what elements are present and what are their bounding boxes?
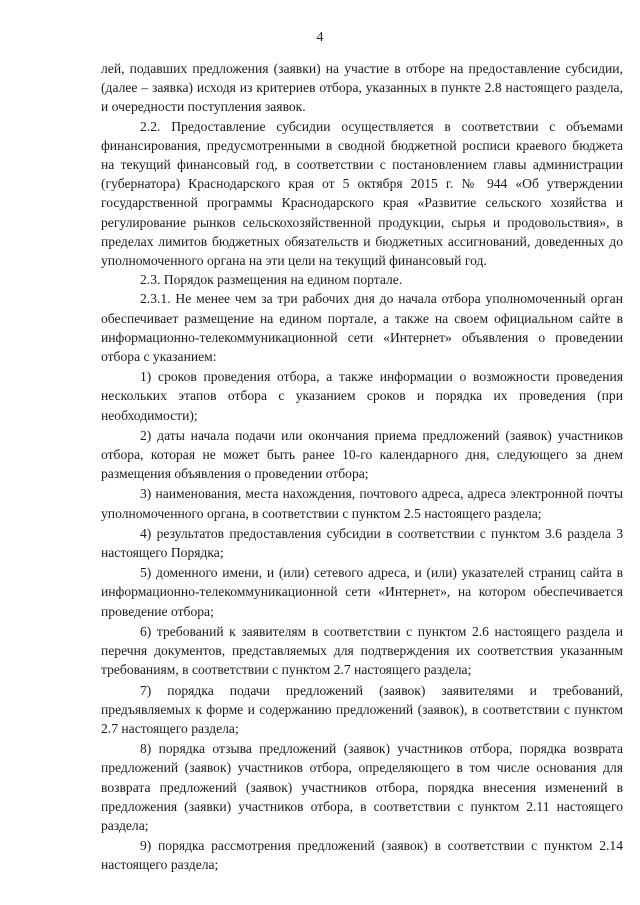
list-item-4: 4) результатов предоставления субсидии в соответствии с пунктом 3.6 раздела 3 настоящего Порядка;	[101, 525, 623, 561]
list-item-3: 3) наименования, места нахождения, почтового адреса, адреса электронной почты уполномоченного органа, в соответствии с пунктом 2.5 настоящего раздела;	[101, 486, 623, 521]
paragraph-2-3-1: 2.3.1. Не менее чем за три рабочих дня до начала отбора уполномоченный орган обеспечивает размещение на едином портале, а также на своем официальном сайте в информационно-телекоммуникационной сети «Интернет» объявления о проведении отбора с указанием:	[101, 291, 623, 365]
page-number: 4	[316, 30, 324, 45]
list-item-7: 7) порядка подачи предложений (заявок) заявителями и требований, предъявляемых к форме и содержанию предложений (заявок), в соответствии с пунктом 2.7 настоящего раздела;	[101, 682, 623, 736]
list-item-2: 2) даты начала подачи или окончания приема предложений (заявок) участников отбора, которая не может быть ранее 10-го календарного дня, следующего за днем размещения объявления о проведении отбора;	[101, 427, 623, 482]
paragraph-2-2: 2.2. Предоставление субсидии осуществляется в соответствии с объемами финансирования, предусмотренными в сводной бюджетной росписи краевого бюджета на текущий финансовый год, в соответствии с постановлением главы администрации (губернатора) Краснодарского края от 5 октября 2015 г. № 944 «Об утверждении государственной программы Краснодарского края «Развитие сельского хозяйства и регулирование рынков сельскохозяйственной продукции, сырья и продовольствия», в пределах лимитов бюджетных обязательств и бюджетных ассигнований, доведенных до уполномоченного органа на эти цели на текущий финансовый год.	[101, 118, 623, 269]
list-item-5: 5) доменного имени, и (или) сетевого адреса, и (или) указателей страниц сайта в информационно-телекоммуникационной сети «Интернет», на котором обеспечивается проведение отбора;	[101, 565, 623, 619]
document-body	[101, 59, 623, 875]
list-item-9: 9) порядка рассмотрения предложений (заявок) в соответствии с пунктом 2.14 настоящего раздела;	[101, 838, 623, 873]
paragraph-2-3: 2.3. Порядок размещения на едином портале.	[140, 272, 403, 288]
list-item-6: 6) требований к заявителям в соответствии с пунктом 2.6 настоящего раздела и перечня документов, представляемых для подтверждения их соответствия указанным требованиям, в соответствии с пунктом 2.7 настоящего раздела;	[101, 623, 623, 678]
paragraph-continuation: лей, подавших предложения (заявки) на участие в отборе на предоставление субсидии, (далее – заявка) исходя из критериев отбора, указанных в пункте 2.8 настоящего раздела, и очередности поступления заявок.	[101, 61, 623, 115]
list-item-1: 1) сроков проведения отбора, а также информации о возможности проведения нескольких этапов отбора с указанием сроков и порядка их проведения (при необходимости);	[101, 369, 623, 423]
list-item-8: 8) порядка отзыва предложений (заявок) участников отбора, порядка возврата предложений (заявок) участников отбора, определяющего в том числе основания для возврата предложений (заявок) участников отбора, порядка внесения изменений в предложения (заявки) участников отбора, в соответствии с пунктом 2.11 настоящего раздела;	[101, 741, 623, 833]
